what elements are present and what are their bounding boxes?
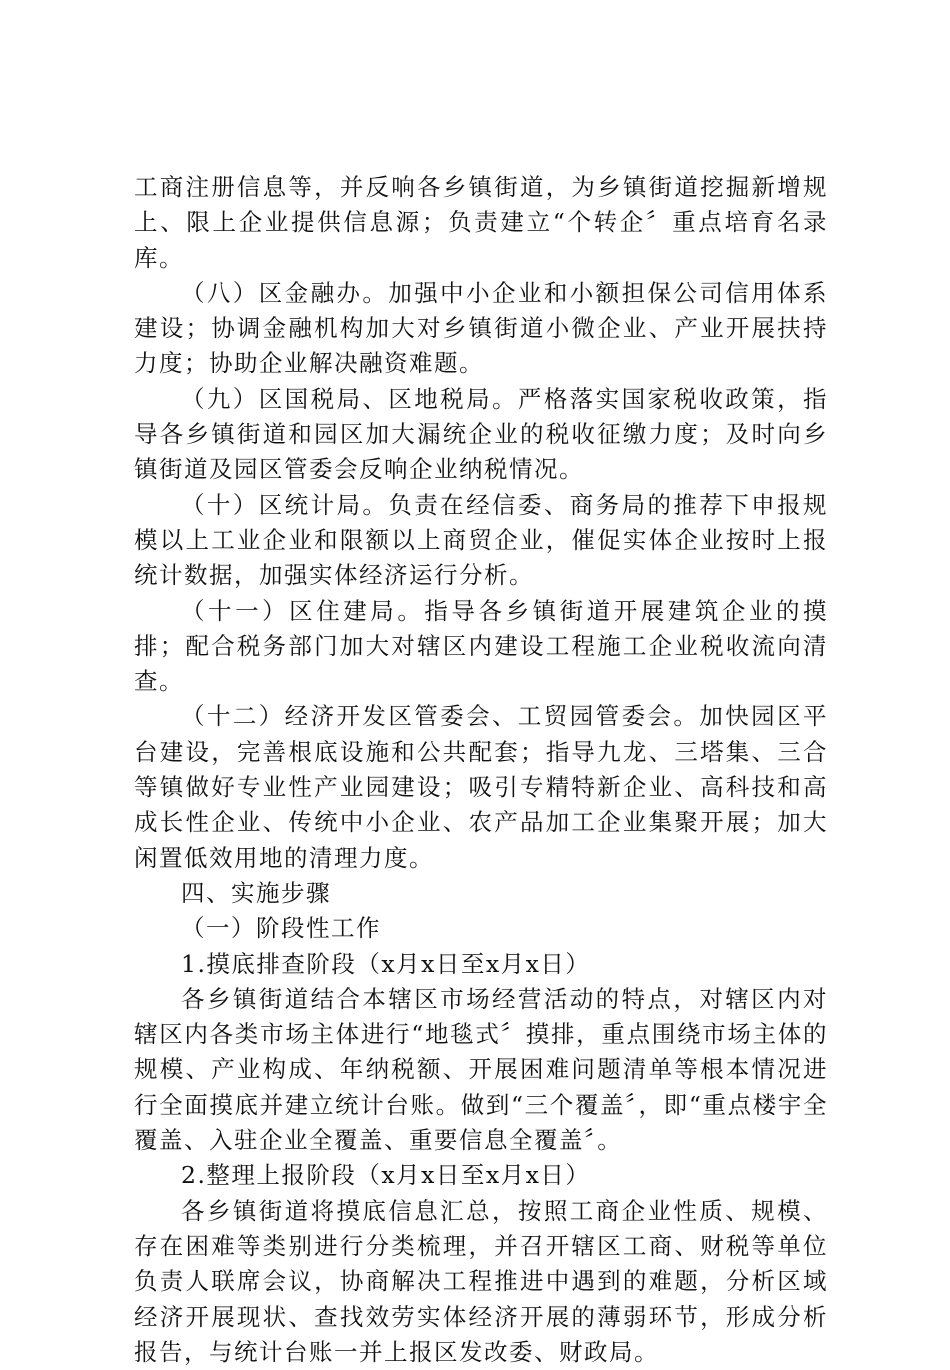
paragraph-tax-bureau: （九）区国税局、区地税局。严格落实国家税收政策，指导各乡镇街道和园区加大漏统企业的税收征缴力度；及时向乡镇街道及园区管委会反响企业纳税情况。 [134,384,828,484]
paragraph-survey: 各乡镇街道结合本辖区市场经营活动的特点，对辖区内对辖区内各类市场主体进行“地毯式〞摸排，重点围绕市场主体的规模、产业构成、年纳税额、开展困难问题清单等根本情况进行全面摸底并建立统计台账。做到“三个覆盖〞，即“重点楼宇全覆盖、入驻企业全覆盖、重要信息全覆盖〞。 [134,984,828,1155]
step-heading-survey: 1.摸底排查阶段（x月x日至x月x日） [181,949,591,978]
document-page [134,170,828,1370]
paragraph-statistics-bureau: （十）区统计局。负责在经信委、商务局的推荐下申报规模以上工业企业和限额以上商贸企业，催促实体企业按时上报统计数据，加强实体经济运行分析。 [134,490,828,590]
paragraph-housing-bureau: （十一）区住建局。指导各乡镇街道开展建筑企业的摸排；配合税务部门加大对辖区内建设工程施工企业税收流向清查。 [134,596,828,696]
paragraph-finance-office: （八）区金融办。加强中小企业和小额担保公司信用体系建设；协调金融机构加大对乡镇街道小微企业、产业开展扶持力度；协助企业解决融资难题。 [134,278,828,378]
paragraph-development-zone: （十二）经济开发区管委会、工贸园管委会。加快园区平台建设，完善根底设施和公共配套；指导九龙、三塔集、三合等镇做好专业性产业园建设；吸引专精特新企业、高科技和高成长性企业、传统中小企业、农产品加工企业集聚开展；加大闲置低效用地的清理力度。 [134,702,828,872]
paragraph-report: 各乡镇街道将摸底信息汇总，按照工商企业性质、规模、存在困难等类别进行分类梳理，并召开辖区工商、财税等单位负责人联席会议，协商解决工程推进中遇到的难题，分析区域经济开展现状、查找效劳实体经济开展的薄弱环节，形成分析报告，与统计台账一并上报区发改委、财政局。 [134,1196,828,1366]
step-heading-report: 2.整理上报阶段（x月x日至x月x日） [181,1161,591,1190]
paragraph-continued: 工商注册信息等，并反响各乡镇街道，为乡镇街道挖掘新增规上、限上企业提供信息源；负责建立“个转企〞重点培育名录库。 [134,173,828,272]
section-heading-implementation: 四、实施步骤 [181,878,331,907]
subsection-heading-phased-work: （一）阶段性工作 [181,914,381,943]
